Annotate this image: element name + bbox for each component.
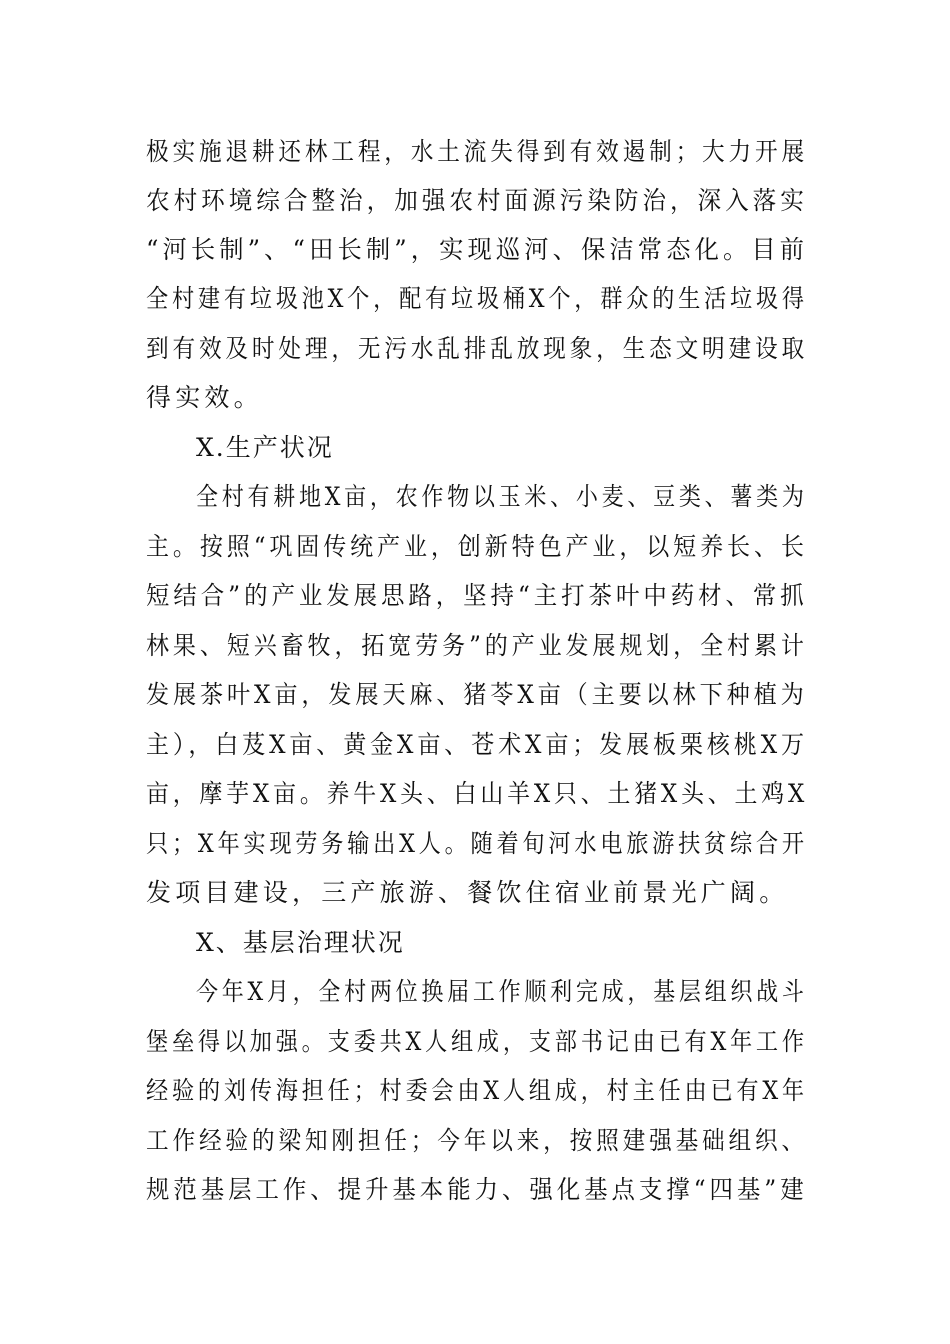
text-line: 全村建有垃圾池X个，配有垃圾桶X个，群众的生活垃圾得: [146, 284, 808, 313]
text-line: 短结合”的产业发展思路，坚持“主打茶叶中药材、常抓: [146, 581, 808, 610]
text-line: 农村环境综合整治，加强农村面源污染防治，深入落实: [146, 186, 808, 215]
text-line: 到有效及时处理，无污水乱排乱放现象，生态文明建设取: [146, 334, 808, 363]
section-heading: X、基层治理状况: [196, 928, 405, 957]
paragraph-first-line: 全村有耕地X亩，农作物以玉米、小麦、豆类、薯类为: [196, 482, 808, 511]
text-line: 发项目建设，三产旅游、餐饮住宿业前景光广阔。: [146, 878, 789, 907]
text-line: 亩，摩芋X亩。养牛X头、白山羊X只、土猪X头、土鸡X: [146, 779, 809, 808]
text-line: 规范基层工作、提升基本能力、强化基点支撑“四基”建: [146, 1175, 808, 1204]
text-line: 林果、短兴畜牧，拓宽劳务”的产业发展规划，全村累计: [146, 631, 808, 660]
text-line: 主），白芨X亩、黄金X亩、苍术X亩；发展板栗核桃X万: [146, 730, 808, 759]
paragraph-first-line: 今年X月，全村两位换届工作顺利完成，基层组织战斗: [196, 977, 808, 1006]
text-line: 只；X年实现劳务输出X人。随着旬河水电旅游扶贫综合开: [146, 829, 808, 858]
text-line: 工作经验的梁知刚担任；今年以来，按照建强基础组织、: [146, 1126, 808, 1155]
text-line: 堡垒得以加强。支委共X人组成，支部书记由已有X年工作: [146, 1027, 808, 1056]
text-line: 得实效。: [146, 383, 263, 412]
text-line: 经验的刘传海担任；村委会由X人组成，村主任由已有X年: [146, 1076, 808, 1105]
text-line: 主。按照“巩固传统产业，创新特色产业，以短养长、长: [146, 532, 808, 561]
text-line: 极实施退耕还林工程，水土流失得到有效遏制；大力开展: [146, 137, 808, 166]
text-line: “河长制”、“田长制”，实现巡河、保洁常态化。目前: [146, 235, 809, 264]
text-line: 发展茶叶X亩，发展天麻、猪苓X亩（主要以林下种植为: [146, 680, 808, 709]
section-heading: X.生产状况: [196, 433, 334, 462]
